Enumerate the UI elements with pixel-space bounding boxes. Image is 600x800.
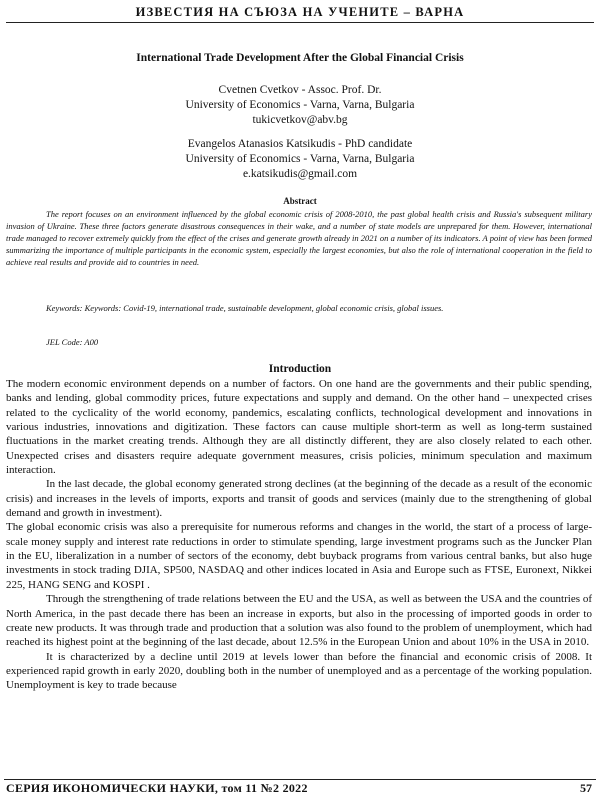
paper-title: International Trade Development After the Global Financial Crisis (136, 52, 464, 64)
author-name: Cvetnen Cvetkov - Assoc. Prof. Dr. (218, 84, 382, 96)
running-footer (4, 779, 596, 797)
author-affiliation: University of Economics - Varna, Varna, Bulgaria (185, 153, 415, 165)
author-affiliation: University of Economics - Varna, Varna, Bulgaria (185, 99, 415, 111)
abstract-text: The report focuses on an environment influenced by the global economic crisis of 2008-2010, the past global health crisis and Russia's subsequent military invasion of Ukraine. These three factors generate disastrous consequences in their wake, and a number of state models are unprepared for them. However, international trade managed to recover extremely quickly from the effect of the crises and generate growth already in 2021 on a number of its indicators. A point of view has been formed summarizing the importance of multiple participants in the economic system, especially the largest economies, but also the role of international cooperation in the field to achieve real results and provide aid to countries in need. (6, 209, 592, 267)
running-header: ИЗВЕСТИЯ НА СЪЮЗА НА УЧЕНИТЕ – ВАРНА (6, 4, 594, 23)
introduction-body (6, 377, 592, 693)
jel-code: JEL Code: A00 (46, 337, 99, 347)
body-paragraph: The global economic crisis was also a prerequisite for numerous reforms and changes in the world, the start of a process of large-scale money supply and interest rate reductions in order to stimulate spending, large investment programs such as the Juncker Plan in the EU, liberalization in a number of sectors of the economy, debt buyback programs from various central banks, but also huge investments in stock trading DJIA, SP500, NASDAQ and other indices located in Asia and Europe such as FTSE, Euronext, Nikkei 225, HANG SENG and KOSPI . (6, 521, 592, 591)
author-block-1 (0, 83, 600, 128)
page-number: 57 (580, 781, 592, 795)
author-email: e.katsikudis@gmail.com (242, 168, 358, 180)
series-info: СЕРИЯ ИКОНОМИЧЕСКИ НАУКИ, том 11 №2 2022 (6, 781, 308, 795)
body-paragraph: It is characterized by a decline until 2019 at levels lower than before the financial and economic crisis of 2008. It experienced rapid growth in early 2020, doubling both in the number of unemployed and as a percentage of the working population. Unemployment is key to trade because (6, 650, 592, 692)
author-block-2 (0, 137, 600, 182)
introduction-heading: Introduction (268, 363, 332, 375)
author-name: Evangelos Atanasios Katsikudis - PhD candidate (187, 138, 413, 150)
abstract-heading: Abstract (283, 196, 317, 206)
body-paragraph: The modern economic environment depends on a number of factors. On one hand are the governments and their public spending, banks and lending, global commodity prices, future expectations and supply and demand. On the other hand – unexpected crises related to the cyclicality of the world economy, pandemics, escalating conflicts, technological development and innovations in various industries, innovations and digitization. These factors can cause multiple short-term as well as long-term sustained fluctuations in the market creating trends. Although they are all distinctly different, they are also closely related to each other. Unexpected crises and disasters require adequate government measures, crisis policies, minimum speculation and maximum interaction. (6, 378, 592, 477)
body-paragraph: In the last decade, the global economy generated strong declines (at the beginning of the decade as a result of the economic crisis) and increases in the levels of imports, exports and transit of goods and services (mainly due to the strengthening of global demand and growth in investment). (6, 478, 592, 520)
keywords: Keywords: Keywords: Covid-19, international trade, sustainable development, global economic crisis, global issues. (46, 303, 444, 313)
author-email: tukicvetkov@abv.bg (252, 114, 348, 126)
body-paragraph: Through the strengthening of trade relations between the EU and the USA, as well as between the USA and the countries of North America, in the past decade there has been an increase in exports, but also in the processing of imported goods in order to create new products. It was through trade and production that a solution was also found to the problem of unemployment, which had reached its highest point at the beginning of the last decade, about 12.5% in the European Union and about 10% in the USA in 2010. (6, 593, 592, 649)
